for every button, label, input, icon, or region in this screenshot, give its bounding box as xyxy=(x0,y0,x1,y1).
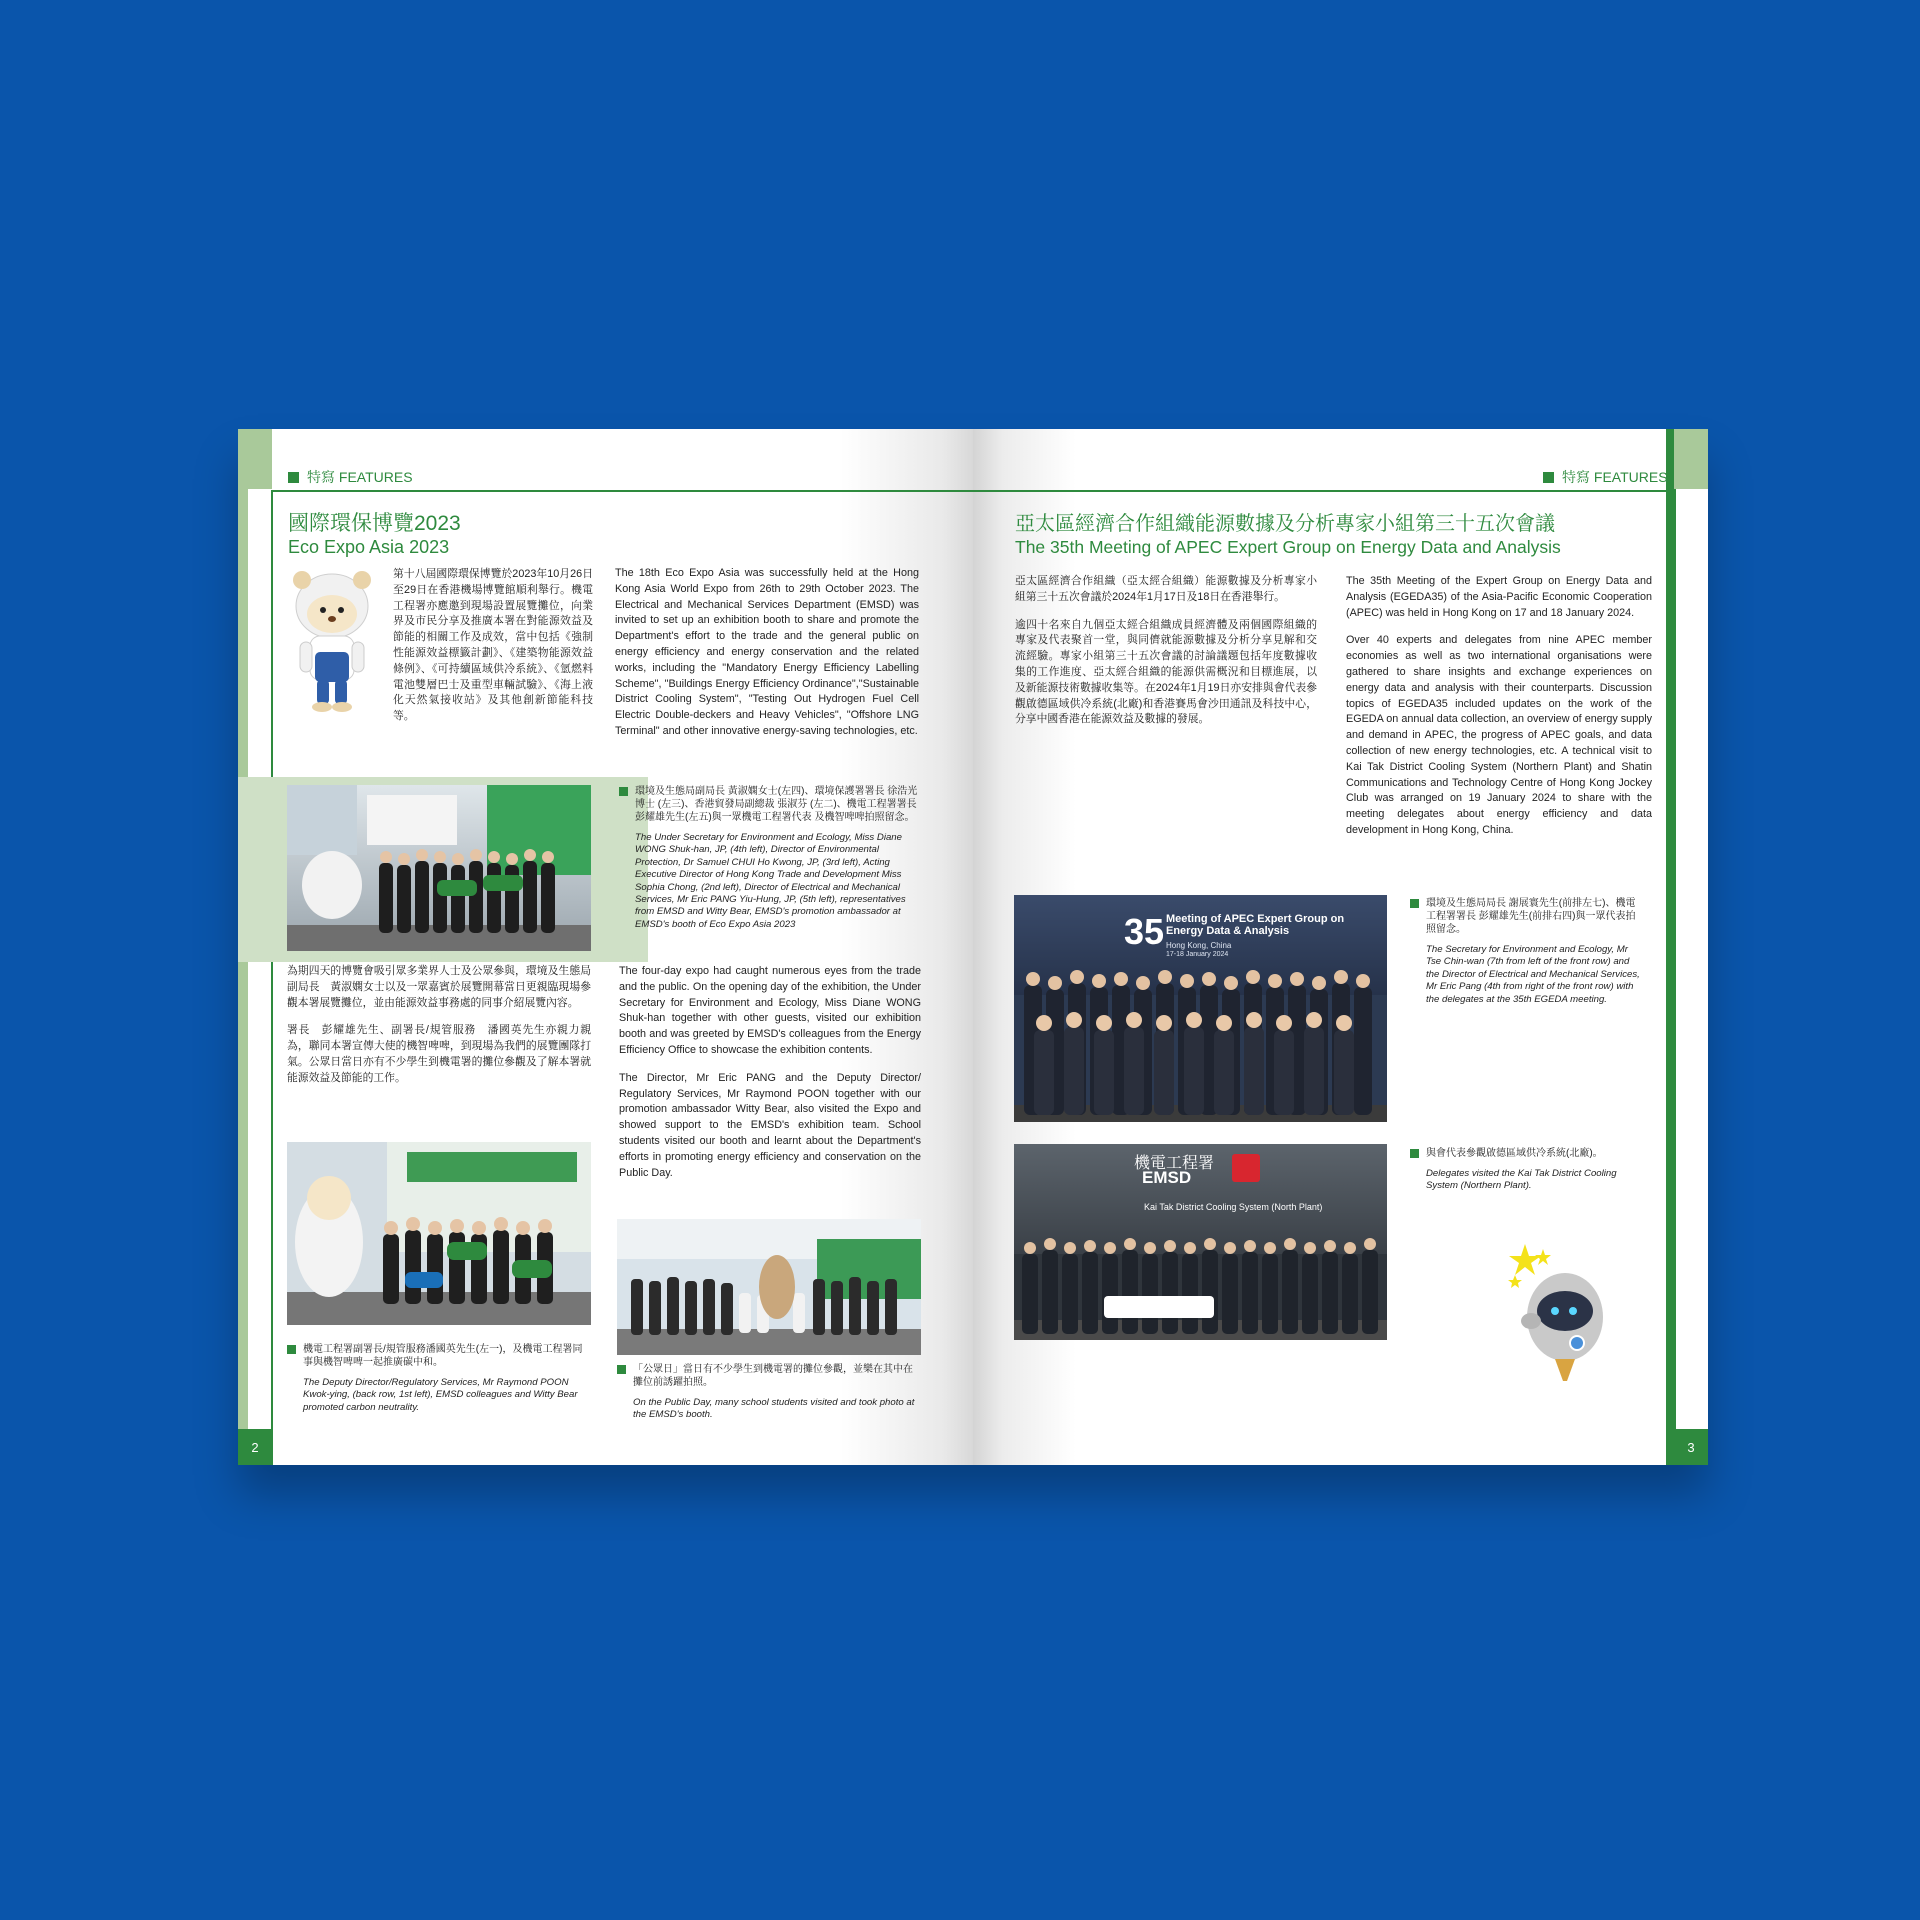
header-rule xyxy=(973,490,1674,492)
witty-bear-mascot xyxy=(282,566,382,716)
intro-zh-top xyxy=(393,567,593,725)
caption-kai-tak: 與會代表參觀啟德區域供冷系統(北廠)。 Delegates visited the Kai Tak District Cooling System (Northern Plant). xyxy=(1410,1147,1640,1193)
article-title-en: Eco Expo Asia 2023 xyxy=(288,537,450,557)
sign-subtitle: Kai Tak District Cooling System (North Plant) xyxy=(1144,1202,1323,1212)
egeda-group-photo xyxy=(1014,895,1387,1122)
carbon-neutrality-photo xyxy=(287,1142,591,1325)
body-en-right: The 35th Meeting of the Expert Group on Energy Data and Analysis (EGEDA35) of the Asia-Pacific Economic Cooperation (APEC) was held in Hong Kong on 17 and 18 January 2024. Over 40 experts and delegates from nine APEC member economies as well as two international organisations were gathered to share insights and exchange experiences on energy data and analysis with their counterparts. Discussion topics of EGEDA35 included updates on the work of the EGEDA on annual data collection, an overview of energy supply and demand in APEC, the progress of APEC goals, and data collection of new energy technologies, etc. A technical visit to Kai Tak District Cooling System (Northern Plant) and Shatin Communications and Technology Centre of Hong Kong Jockey Club was arranged on 19 January 2024 to share with the meeting delegates about energy efficiency and data development in Hong Kong, China. xyxy=(1346,575,1652,836)
right-corner-tab xyxy=(1674,429,1708,489)
left-margin-rule xyxy=(271,490,273,1465)
page-number: 3 xyxy=(1674,1429,1708,1465)
right-margin-rule xyxy=(1674,490,1676,1465)
section-label: 特寫 FEATURES xyxy=(288,467,413,487)
header-rule xyxy=(272,490,973,492)
sign-en: EMSD xyxy=(1142,1168,1192,1187)
banner-place: Hong Kong, China xyxy=(1166,941,1232,950)
body-en-left: The four-day expo had caught numerous eyes from the trade and the public. On the opening day of the exhibition, the Under Secretary for Environment and Ecology, Miss Diane WONG Shuk-han together with other guests, visited our exhibition booth and was greeted by EMSD's colleagues from the Energy Efficiency Office to showcase the exhibition contents. The Director, Mr Eric PANG and the Deputy Director/ Regulatory Services, Mr Raymond POON together with our promotion ambassador Witty Bear, also visited the Expo and showed support to the EMSD's exhibition team. School students visited our booth and learnt about the Department's efforts in promoting energy efficiency and conservation on the Public Day. xyxy=(619,965,921,1179)
visit-delegates xyxy=(1014,1224,1387,1340)
robot-mascot xyxy=(1503,1239,1613,1399)
green-square-icon xyxy=(619,787,628,796)
banner-date: 17-18 January 2024 xyxy=(1166,951,1229,958)
article-title-zh: 國際環保博覽2023 xyxy=(288,512,461,535)
expo-opening-photo xyxy=(287,785,591,951)
right-page xyxy=(973,429,1708,1465)
article-title-zh: 亞太區經濟合作組織能源數據及分析專家小組第三十五次會議 xyxy=(1015,513,1555,535)
caption-group: 環境及生態局局長 謝展寰先生(前排左七)、機電工程署署長 彭耀雄先生(前排右四)與一眾代表拍照留念。 The Secretary for Environment and Ecology, Mr Tse Chin-wan (7th from left of the front row) and the Director of Electrical and Mechanical Services, Mr Eric Pang (4th from right of the front row) with the delegates at the 35th EGEDA meeting. xyxy=(1410,897,1640,1006)
delegates-group xyxy=(1014,955,1387,1122)
green-square-icon xyxy=(617,1365,626,1374)
green-square-icon xyxy=(1410,1149,1419,1158)
green-square-icon xyxy=(288,472,299,483)
page-number: 2 xyxy=(238,1429,272,1465)
green-square-icon xyxy=(1410,899,1419,908)
caption-carbon: 機電工程署副署長/規管服務潘國英先生(左一)，及機電工程署同事與機智啤啤一起推廣碳中和。 The Deputy Director/Regulatory Services, Mr Raymond POON Kwok-ying, (back row, 1st left), EMSD colleagues and Witty Bear promoted carbon neutrality. xyxy=(287,1343,591,1414)
green-square-icon xyxy=(1543,472,1554,483)
public-day-photo xyxy=(617,1219,921,1355)
section-label: 特寫 FEATURES xyxy=(1543,467,1668,487)
left-page xyxy=(238,429,973,1465)
banner-title: Meeting of APEC Expert Group on Energy Data & Analysis xyxy=(1166,913,1345,937)
caption-public-day: 「公眾日」當日有不少學生到機電署的攤位參觀，並樂在其中在攤位前誘躍拍照。 On the Public Day, many school students visited and took photo at the EMSD's booth. xyxy=(617,1363,921,1422)
body-zh-right: 亞太區經濟合作組織（亞太經合組織）能源數據及分析專家小組第三十五次會議於2024年1月17日及18日在香港舉行。 逾四十名來自九個亞太經合組織成員經濟體及兩個國際組織的專家及代表聚首一堂，與同儕就能源數據及分析分享見解和交流經驗。專家小組第三十五次會議的討論議題包括年度數據收集的工作進度、亞太經合組織的能源供需概況和目標進展，以及新能源技術數據收集等。在2024年1月19日亦安排與會代表參觀啟德區域供冷系統(北廠)和香港賽馬會沙田通訊及科技中心，分享中國香港在能源效益及數據的發展。 xyxy=(1015,575,1317,726)
kai-tak-visit-photo xyxy=(1014,1144,1387,1340)
green-square-icon xyxy=(287,1345,296,1354)
intro-zh-text: 第十八屆國際環保博覽於2023年10月26日至29日在香港機場博覽館順利舉行。機電工程署亦應邀到現場設置展覽攤位，向業界及市民分享及推廣本署在對能源效益及節能的相關工作及成效，當中包括《強制性能源效益標籤計劃》、《建築物能源效益條例》、《可持續區域供冷系統》、《氫燃料電池雙層巴士及重型車輛試驗》、《海上液化天然氣接收站》及其他創新節能科技等。 xyxy=(393,568,593,723)
article-title-en: The 35th Meeting of APEC Expert Group on Energy Data and Analysis xyxy=(1015,537,1561,557)
banner-number: 35 xyxy=(1124,911,1165,952)
emsd-logo-icon xyxy=(1232,1154,1260,1182)
left-corner-tab xyxy=(238,429,272,489)
magazine-spread xyxy=(238,429,1708,1465)
intro-en: The 18th Eco Expo Asia was successfully held at the Hong Kong Asia World Expo from 26th to 29th October 2023. The Electrical and Mechanical Services Department (EMSD) was invited to set up an exhibition booth to share and promote the Department's effort to the trade and the general public on energy efficiency and energy conservation and the related works, including the "Mandatory Energy Efficiency Labelling Scheme", "Buildings Energy Efficiency Ordinance","Sustainable District Cooling System", "Testing Out Hydrogen Fuel Cell Electric Double-deckers and Heavy Vehicles", "Offshore LNG Terminal" and other innovative energy-saving technologies, etc. xyxy=(615,567,919,737)
sign-zh: 機電工程署 xyxy=(1134,1155,1215,1172)
caption-opening: 環境及生態局副局長 黃淑嫻女士(左四)、環境保護署署長 徐浩光博士 (左三)、香港貿發局副總裁 張淑芬 (左二)、機電工程署署長彭耀雄先生(左五)與一眾機電工程署代表 及機智啤啤拍照留念。 The Under Secretary for Environment and Ecology, Miss Diane WONG Shuk-han, JP, (4th left), Director of Environmental Protection, Dr Samuel CHUI Ho Kwong, JP, (3rd left), Acting Executive Director of Hong Kong Trade and Development Miss Sophia Chong, (2nd left), Director of Electrical and Mechanical Services, Mr Eric PANG Yiu-Hung, JP, (5th left), representatives from EMSD and Witty Bear, EMSD's promotion ambassador at EMSD's booth of Eco Expo Asia 2023 xyxy=(619,785,921,931)
body-zh-left: 為期四天的博覽會吸引眾多業界人士及公眾參與，環境及生態局副局長 黃淑嫻女士以及一眾嘉賓於展覽開幕當日更親臨現場參觀本署展覽攤位，並由能源效益事務處的同事介紹展覽內容。 署長 彭耀雄先生、副署長/規管服務 潘國英先生亦親力親為，聯同本署宣傳大使的機智啤啤，到現場為我們的展覽團隊打氣。公眾日當日亦有不少學生到機電署的攤位參觀及了解本署就能源效益及節能的工作。 xyxy=(287,965,591,1084)
